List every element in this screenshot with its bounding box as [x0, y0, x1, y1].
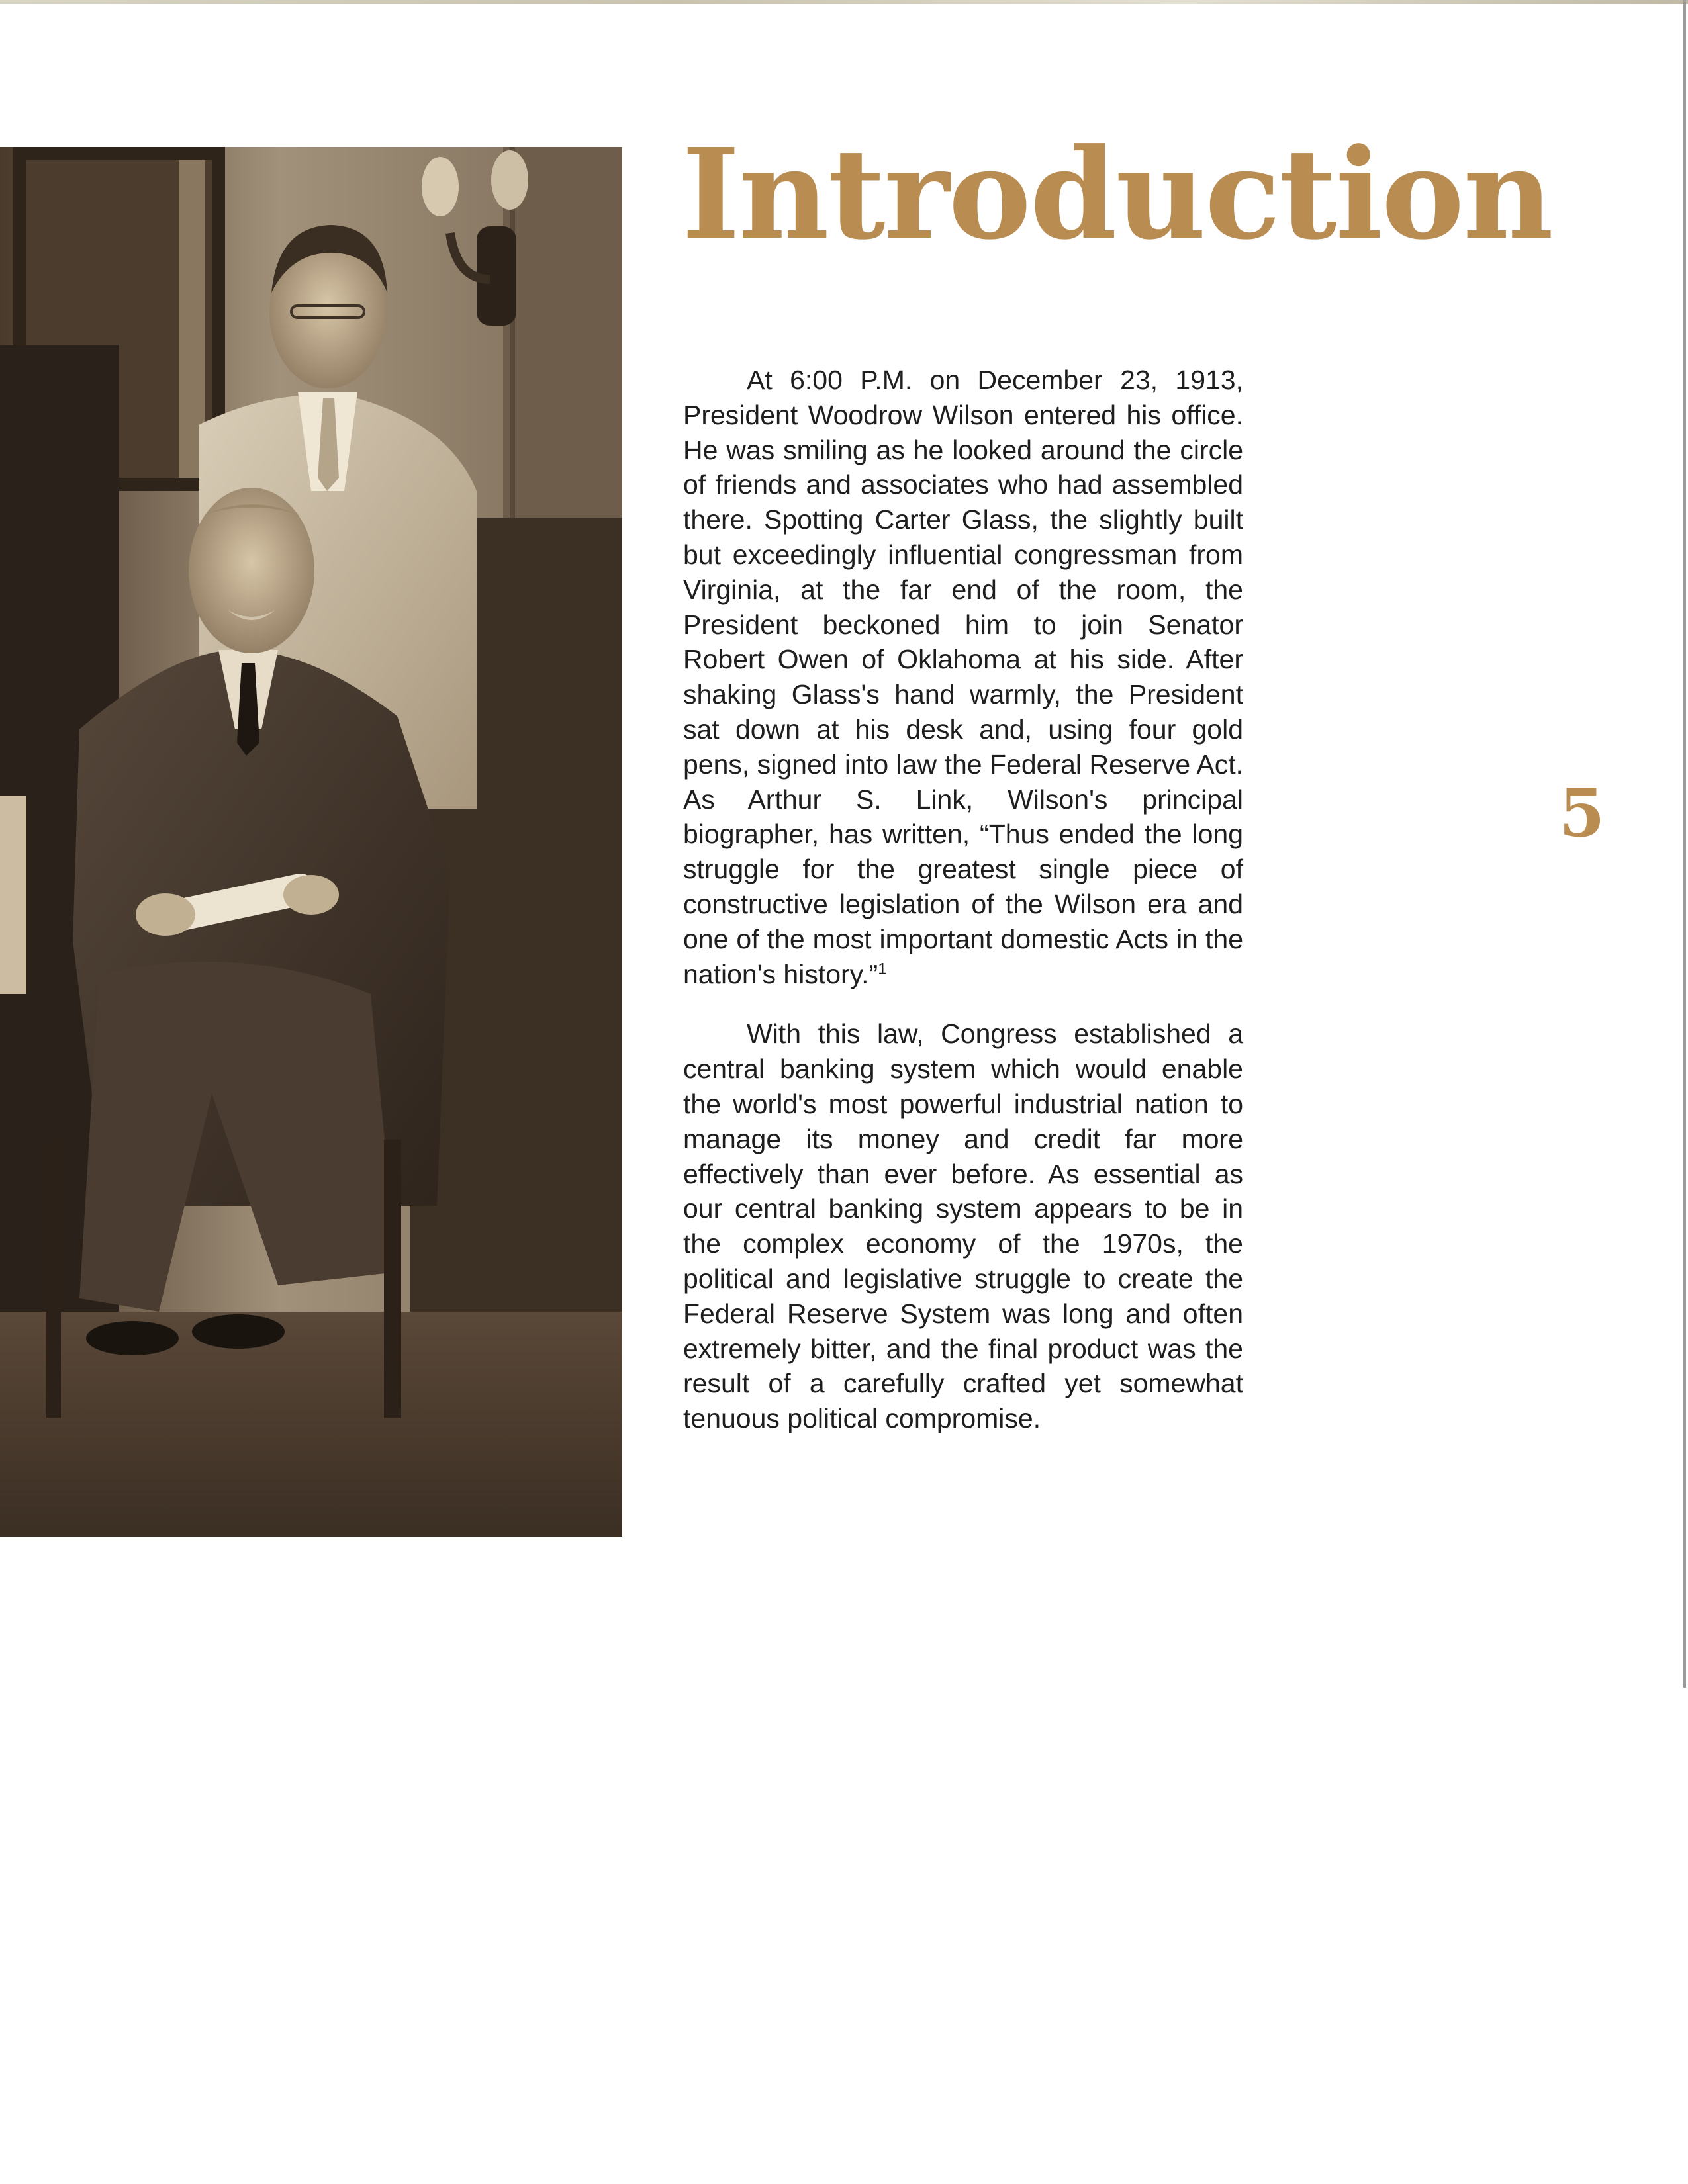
- photo-shoe-right: [192, 1314, 285, 1349]
- right-edge-line: [1683, 0, 1686, 1688]
- body-text: [683, 363, 1243, 1461]
- page-number: 5: [1559, 774, 1605, 852]
- paragraph: [683, 1017, 1243, 1436]
- photo-seated-man-head: [189, 488, 314, 653]
- photo-chair-leg-front: [46, 1140, 61, 1418]
- photo-seated-man-hand-right: [283, 875, 339, 915]
- photo-left-sleeve: [0, 796, 26, 994]
- photo-seated-man-hand-left: [136, 893, 195, 936]
- footnote-marker: 1: [878, 959, 887, 978]
- paragraph: [683, 363, 1243, 991]
- photo-shoe-left: [86, 1321, 179, 1355]
- sepia-photograph: [0, 147, 622, 1537]
- photo-chair-leg: [384, 1140, 401, 1418]
- top-rule: [0, 0, 1688, 4]
- photo-sconce-bulb-right: [491, 150, 528, 210]
- photo-sconce-bulb-left: [422, 157, 459, 216]
- paragraph-text: At 6:00 P.M. on December 23, 1913, President Woodrow Wilson entered his office. He was smiling as he looked around the circle of friends and associates who had assembled there. Spotting Carter Glass, the slightly built but exceedingly influential congressman from Virginia, at the far end of the room, the President beckoned him to join Senator Robert Owen of Oklahoma at his side. After shaking Glass's hand warmly, the President sat down at his desk and, using four gold pens, signed into law the Federal Reserve Act. As Arthur S. Link, Wilson's principal biographer, has written, “Thus ended the long struggle for the greatest single piece of constructive legislation of the Wilson era and one of the most important domestic Acts in the nation's history.”: [683, 365, 1243, 989]
- page-title: Introduction: [682, 121, 1552, 267]
- paragraph-text: With this law, Congress established a central banking system which would enable the world's most powerful industrial nation to manage its money and credit far more effectively than ever before. As essential as our central banking system appears to be in the complex economy of the 1970s, the political and legislative struggle to create the Federal Reserve System was long and often extremely bitter, and the final product was the result of a carefully crafted yet somewhat tenuous political compromise.: [683, 1019, 1243, 1434]
